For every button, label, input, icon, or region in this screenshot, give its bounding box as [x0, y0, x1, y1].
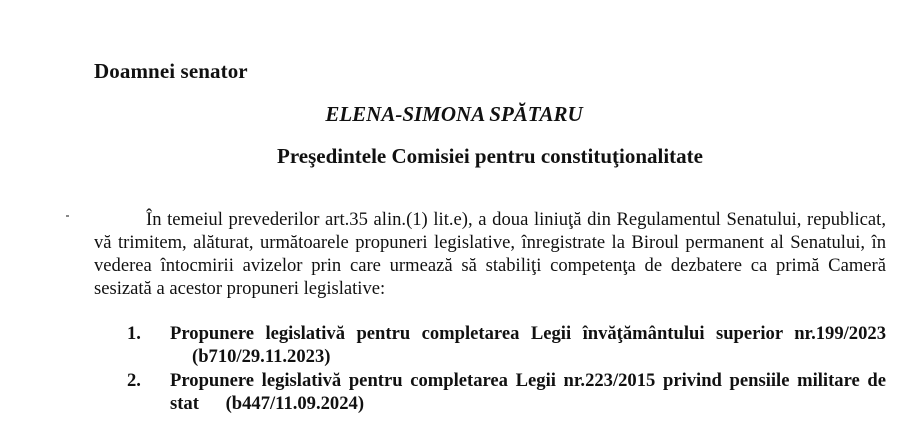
proposals-list: [94, 322, 886, 416]
proposal-reference: (b447/11.09.2024): [225, 393, 365, 414]
proposal-reference: (b710/29.11.2023): [192, 346, 331, 367]
proposal-number: 1.: [127, 323, 141, 344]
addressee-line: Doamnei senator: [94, 59, 248, 83]
proposal-item-1: [94, 322, 886, 368]
proposal-item-2: [94, 369, 886, 415]
recipient-name: ELENA-SIMONA SPĂTARU: [325, 102, 583, 126]
recipient-role: Preşedintele Comisiei pentru constituţionalitate: [277, 144, 703, 168]
proposal-title: Propunere legislativă pentru completarea Legii nr.223/2015 privind pensiile militare de stat: [170, 370, 886, 414]
letter-body-paragraph: În temeiul prevederilor art.35 alin.(1) lit.e), a doua liniuţă din Regulamentul Senatului, republicat, vă trimitem, alăturat, următoarele propuneri legislative, înregistrate la Biroul permanent al Senatului, în vederea întocmirii avizelor prin care urmează să stabiliţi competenţa de dezbatere ca primă Cameră sesizată a acestor propuneri legislative:: [94, 209, 886, 299]
proposal-title: Propunere legislativă pentru completarea Legii învăţământului superior nr.199/2023: [170, 323, 886, 344]
proposal-number: 2.: [127, 370, 141, 391]
scan-speck: [66, 215, 69, 217]
